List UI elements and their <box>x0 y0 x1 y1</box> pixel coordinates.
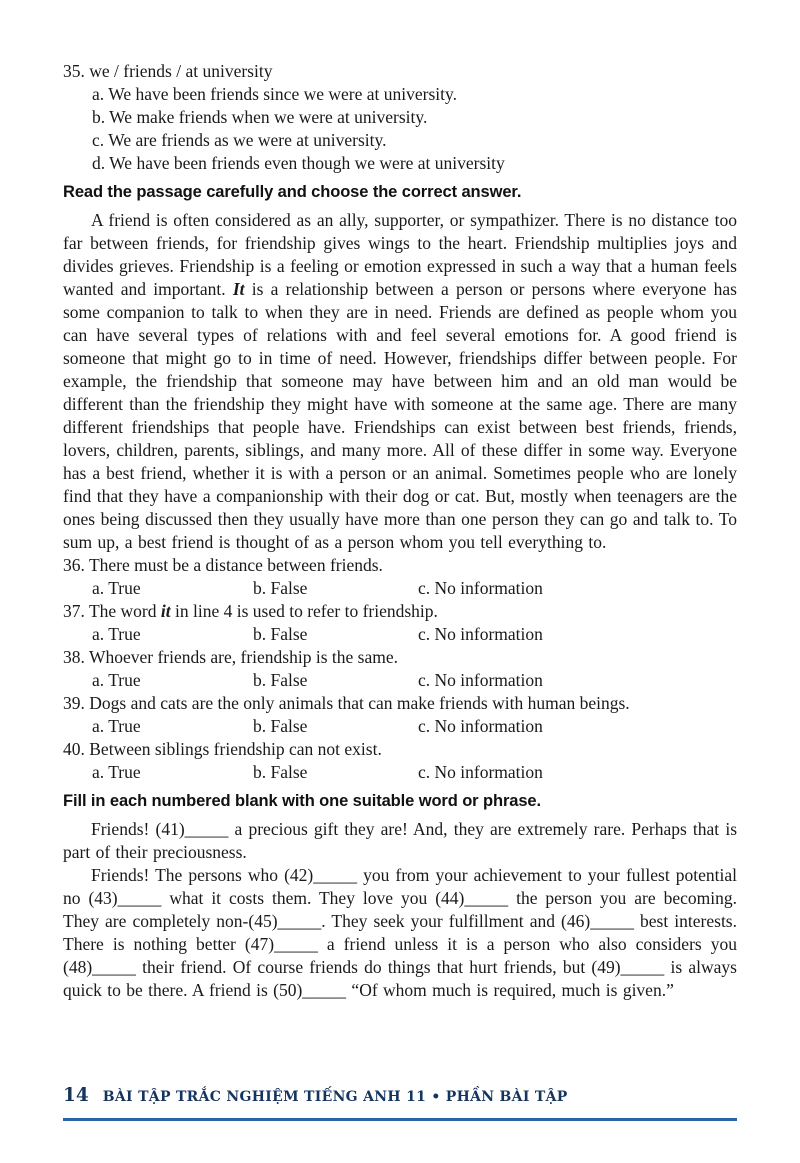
passage-text-before-it: A friend is often considered as an ally, supporter, or sympathizer. There is no distance too far between friends, for friendship gives wings to the heart. Friendship multiplies joys and divides grieves. Friendship is a feeling or emotion expressed in such a way that a human feels wanted and important. <box>63 210 737 299</box>
question-35-option-c: c. We are friends as we were at university. <box>92 130 387 150</box>
fill-section-heading: Fill in each numbered blank with one suitable word or phrase. <box>63 792 541 810</box>
option-no-information: c. No information <box>418 670 543 690</box>
question-text: Dogs and cats are the only animals that can make friends with human beings. <box>89 693 630 713</box>
question-36-text-line <box>63 554 737 577</box>
reading-section-heading: Read the passage carefully and choose the correct answer. <box>63 183 522 201</box>
question-39 <box>63 692 737 738</box>
question-38-options <box>92 669 737 692</box>
question-35-option-d: d. We have been friends even though we were at university <box>92 153 505 173</box>
question-37 <box>63 600 737 646</box>
question-36-options <box>92 577 737 600</box>
question-text-post: in line 4 is used to refer to friendship. <box>170 601 438 621</box>
question-number: 40. <box>63 739 85 759</box>
option-true: a. True <box>92 578 141 598</box>
question-text: Whoever friends are, friendship is the same. <box>88 647 398 667</box>
question-40-options <box>92 761 737 784</box>
question-number: 35. <box>63 61 85 81</box>
passage-it-word: It <box>232 279 245 299</box>
question-38-text-line <box>63 646 737 669</box>
footer-text <box>63 1084 737 1118</box>
option-no-information: c. No information <box>418 716 543 736</box>
question-text: Between siblings friendship can not exist. <box>89 739 382 759</box>
option-false: b. False <box>253 624 308 644</box>
option-true: a. True <box>92 762 141 782</box>
option-false: b. False <box>253 716 308 736</box>
question-it-word: it <box>160 601 171 621</box>
question-39-options <box>92 715 737 738</box>
reading-passage <box>63 209 737 554</box>
option-no-information: c. No information <box>418 624 543 644</box>
option-true: a. True <box>92 716 141 736</box>
footer-rule <box>63 1118 737 1121</box>
option-true: a. True <box>92 670 141 690</box>
question-37-text-line <box>63 600 737 623</box>
question-35 <box>63 60 737 175</box>
option-false: b. False <box>253 762 308 782</box>
fill-paragraph-1: Friends! (41)_____ a precious gift they are! And, they are extremely rare. Perhaps that is part of their preciousness. <box>63 819 737 862</box>
passage-text-after-it: is a relationship between a person or persons where everyone has some companion to talk to when they are in need. Friends are defined as people whom you can have several types of relations with and feel several emotions for. A good friend is someone that might go to in time of need. However, friendships differ between people. For example, the friendship that someone may have between him and an old man would be different than the friendship they might have with someone at the same age. There are many different friendships that people have. Friendships can exist between best friends, friends, lovers, children, parents, siblings, and many more. All of these differ in some way. Everyone has a best friend, whether it is with a person or an animal. Sometimes people who are lonely find that they have a companionship with their dog or cat. But, mostly when teenagers are the ones being discussed then they usually have more than one person they can go and talk to. To sum up, a best friend is thought of as a person whom you tell everything to. <box>63 279 737 552</box>
question-text-pre: The word <box>88 601 161 621</box>
option-true: a. True <box>92 624 141 644</box>
question-35-prompt-line <box>63 60 737 83</box>
page-footer <box>63 1084 737 1121</box>
question-text: There must be a distance between friends. <box>88 555 383 575</box>
question-39-text-line <box>63 692 737 715</box>
question-40-text-line <box>63 738 737 761</box>
question-40 <box>63 738 737 784</box>
question-number: 37. <box>63 601 85 621</box>
question-number: 36. <box>63 555 85 575</box>
question-35-option-a: a. We have been friends since we were at university. <box>92 84 457 104</box>
question-number: 39. <box>63 693 85 713</box>
footer-book-title: BÀI TẬP TRẮC NGHIỆM TIẾNG ANH 11 • PHẦN BÀI TẬP <box>102 1089 568 1105</box>
question-text <box>89 601 438 621</box>
question-37-options <box>92 623 737 646</box>
question-35-option-b: b. We make friends when we were at university. <box>92 107 428 127</box>
question-prompt: we / friends / at university <box>89 61 273 81</box>
option-false: b. False <box>253 578 308 598</box>
option-no-information: c. No information <box>418 578 543 598</box>
option-false: b. False <box>253 670 308 690</box>
fill-paragraph-2: Friends! The persons who (42)_____ you from your achievement to your fullest potential no (43)_____ what it costs them. They love you (44)_____ the person you are becoming. They are completely non-(45)_____. They seek your fulfillment and (46)_____ best interests. There is nothing better (47)_____ a friend unless it is a person who also considers you (48)_____ their friend. Of course friends do things that hurt friends, but (49)_____ is always quick to be there. A friend is (50)_____ “Of whom much is required, much is given.” <box>63 865 737 1000</box>
question-number: 38. <box>63 647 85 667</box>
question-36 <box>63 554 737 600</box>
question-38 <box>63 646 737 692</box>
page-number: 14 <box>63 1085 89 1106</box>
option-no-information: c. No information <box>418 762 543 782</box>
